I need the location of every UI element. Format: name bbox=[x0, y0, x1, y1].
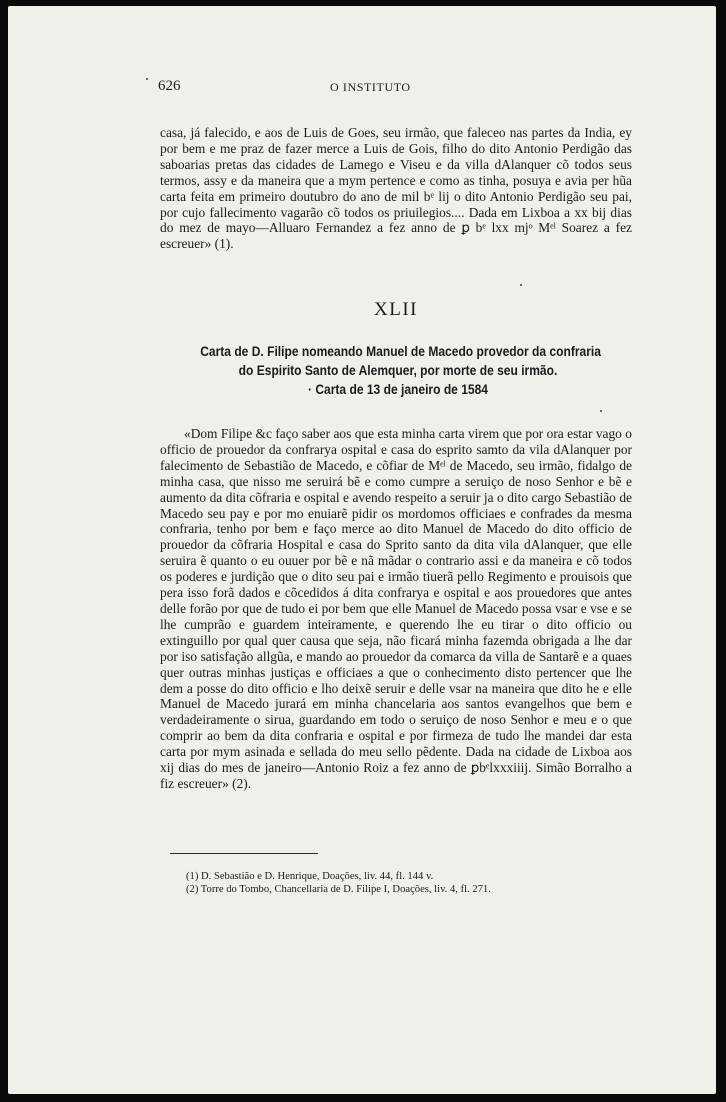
letter-text: «Dom Filipe &c faço saber aos que esta minha carta virem que por ora estar vago o officio de prouedor da confrarya ospital e casa do esprito samto da vila dAlanquer por falecimento de Sebastião de Macedo, e cõfiar de Mᵉˡ de Macedo, seu irmão, fidalgo de minha casa, que nisso me seruirá bẽ e como cumpre a seruiço de noso Senhor e bẽ e aumento da dita cõfraria e ospital e avendo respeito a seruir ja o dito cargo Sebastião de Macedo seu pay e por mo enuiarẽ pidir os mordomos officiaes e confrades da mesma confraria, tenho por bem e faço merce ao dito Manuel de Macedo do dito officio de prouedor da cõfraria Hospital e casa do Sprito santo da dita vila dAlanquer, que elle seruira ẽ quanto o eu ouuer por bẽ e nã mãdar o contrario assi e da maneira e cõ todos os poderes e jurdição que o dito seu pai e irmão tiuerã pello Regimento e prouisois que pera isso forã dados e cõcedidos á dita confrarya e ospital e aos prouedores que antes delle forão por que de tudo ei por bem que elle Manuel de Macedo possa vsar e vse e se lhe cumprão e guardem inteiramente, e querendo lhe eu tirar o dito officio ou extinguillo por qual quer causa que seja, não ficará minha fazemda obrigada a lhe dar por iso satisfação allgũa, e mando ao prouedor da comarca da villa de Santarẽ e a quaes quer outras minhas justiças e officiaes a que o conhecimento disto pertencer que lhe dem a posse do dito officio e lho deixẽ seruir e delle vsar na maneira que dito he e elle Manuel de Macedo jurará em minha chancelaria aos santos evangelhos que bem e verdadeiramente o sirua, guardando em todo o seruiço de noso Senhor e meu e o que comprir ao bem da dita confraria e ospital e por firmeza de tudo lhe mandei dar esta carta por mym asinada e sellada do meu sello pẽdente. Dada na cidade de Lixboa aos xij dias do mes de janeiro—Antonio Roiz a fez anno de ꝑbᵉlxxxiiij. Simão Borralho a fiz escreuer» (2). bbox=[160, 426, 632, 791]
footnote-divider bbox=[170, 853, 318, 854]
document-date-line: · Carta de 13 de janeiro de 1584 bbox=[307, 381, 489, 397]
page-number: 626 bbox=[158, 78, 181, 94]
print-speck bbox=[520, 284, 522, 286]
paragraph-continuation: casa, já falecido, e aos de Luis de Goes, seu irmão, que faleceo nas partes da India, ey por bem e me praz de fazer merce a Luis de Gois, filho do dito Antonio Perdigão das saboarias pretas das cidades de Lamego e Viseu e da villa dAlanquer cõ todos seus termos, assy e da maneira que a mym pertence e como as tinha, posuya e avia per hũa carta feita em primeiro doutubro do ano de mil bᵉ lij o dito Antonio Perdigão seu pai, por cujo fallecimento vagarão cõ todos os priuilegios.... Dada em Lixboa a xx bij dias do mez de mayo—Alluaro Fernandez a fez anno de ꝑ bᵉ lxx mjᵒ Mᵉˡ Soarez a fez escreuer» (1). bbox=[160, 125, 632, 252]
print-speck bbox=[146, 78, 148, 80]
footnote: (2) Torre do Tombo, Chancellaria de D. Filipe I, Doações, liv. 4, fl. 271. bbox=[186, 884, 491, 895]
running-title: O INSTITUTO bbox=[330, 80, 411, 94]
footnote: (1) D. Sebastião e D. Henrique, Doações, liv. 44, fl. 144 v. bbox=[186, 871, 434, 882]
print-speck bbox=[600, 410, 602, 412]
document-title-line: do Espirito Santo de Alemquer, por morte de seu irmão. bbox=[238, 362, 558, 378]
document-title bbox=[200, 342, 601, 399]
footnotes bbox=[186, 870, 626, 896]
chapter-number: XLII bbox=[374, 299, 418, 320]
document-title-line: Carta de D. Filipe nomeando Manuel de Macedo provedor da confraria bbox=[200, 343, 601, 359]
